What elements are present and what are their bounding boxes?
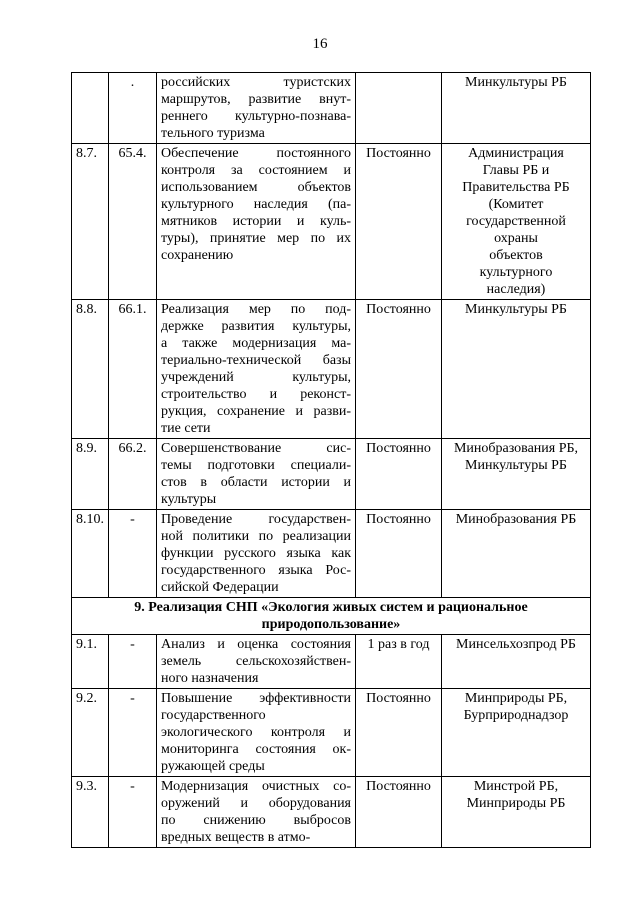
activity-line: а также модернизация ма-: [161, 336, 351, 351]
responsible-cell: [442, 144, 591, 300]
responsible-line: Минобразования РБ: [455, 512, 577, 527]
table-row: [72, 510, 591, 598]
activity-line: контроля за состоянием и: [161, 163, 351, 178]
item-number-cell: [72, 73, 109, 144]
activity-cell: [157, 300, 356, 439]
action-plan-table: [71, 72, 591, 848]
responsible-cell: [442, 635, 591, 689]
responsible-line: охраны: [494, 231, 538, 246]
activity-cell: [157, 510, 356, 598]
activity-line: ной политики по реализации: [161, 529, 351, 544]
activity-cell: [157, 439, 356, 510]
activity-line: туры), принятие мер по их: [161, 231, 351, 246]
item-number-cell: 8.8.: [72, 300, 109, 439]
activity-line: Анализ и оценка состояния: [161, 637, 351, 652]
program-reference-cell: -: [109, 689, 157, 777]
deadline-cell: Постоянно: [356, 144, 442, 300]
activity-line: государственного языка Рос-: [161, 563, 351, 578]
item-number-cell: 9.1.: [72, 635, 109, 689]
deadline-cell: Постоянно: [356, 300, 442, 439]
activity-line: сийской Федерации: [161, 580, 279, 595]
activity-line: териально-технической базы: [161, 353, 351, 368]
deadline-cell: Постоянно: [356, 777, 442, 848]
table-row: [72, 689, 591, 777]
responsible-line: наследия): [486, 282, 546, 297]
item-number-cell: 8.9.: [72, 439, 109, 510]
activity-line: вредных веществ в атмо-: [161, 830, 311, 845]
table-body-section-9: [72, 635, 591, 848]
activity-line: реннего культурно-познава-: [161, 109, 351, 124]
responsible-line: (Комитет: [488, 197, 544, 212]
item-number-cell: 8.10.: [72, 510, 109, 598]
responsible-line: Администрация: [468, 146, 564, 161]
activity-line: российских туристских: [161, 75, 351, 90]
responsible-line: Минприроды РБ,: [464, 691, 568, 706]
activity-line: стов в области истории и: [161, 475, 351, 490]
activity-line: маршрутов, развитие внут-: [161, 92, 351, 107]
table-row: [72, 73, 591, 144]
responsible-line: культурного: [479, 265, 553, 280]
table-row: [72, 144, 591, 300]
activity-line: Обеспечение постоянного: [161, 146, 351, 161]
activity-line: сохранению: [161, 248, 234, 263]
activity-line: Реализация мер по под-: [161, 302, 351, 317]
responsible-line: Минприроды РБ: [466, 796, 566, 811]
section-title-line: 9. Реализация СНП «Экология живых систем и рациональное: [134, 600, 528, 615]
responsible-cell: [442, 300, 591, 439]
responsible-cell: [442, 777, 591, 848]
activity-line: темы подготовки специали-: [161, 458, 351, 473]
activity-line: тие сети: [161, 421, 211, 436]
responsible-cell: [442, 510, 591, 598]
activity-line: использованием объектов: [161, 180, 351, 195]
responsible-line: Минсельхозпрод РБ: [456, 637, 576, 652]
section-title: [72, 598, 591, 635]
activity-line: Модернизация очистных со-: [161, 779, 351, 794]
item-number-cell: 9.3.: [72, 777, 109, 848]
activity-cell: [157, 777, 356, 848]
activity-line: оружений и оборудования: [161, 796, 351, 811]
program-reference-cell: 66.2.: [109, 439, 157, 510]
item-number-cell: 8.7.: [72, 144, 109, 300]
deadline-cell: Постоянно: [356, 689, 442, 777]
section-header-row: [72, 598, 591, 635]
program-reference-cell: 65.4.: [109, 144, 157, 300]
activity-line: мятников истории и куль-: [161, 214, 351, 229]
deadline-cell: [356, 73, 442, 144]
responsible-cell: [442, 73, 591, 144]
activity-line: экологического контроля и: [161, 725, 351, 740]
program-reference-cell: .: [109, 73, 157, 144]
activity-cell: [157, 73, 356, 144]
activity-line: ружающей среды: [161, 759, 265, 774]
table-row: [72, 635, 591, 689]
deadline-cell: Постоянно: [356, 510, 442, 598]
activity-line: Совершенствование сис-: [161, 441, 351, 456]
responsible-line: государственной: [466, 214, 566, 229]
activity-line: учреждений культуры,: [161, 370, 351, 385]
table-row: [72, 777, 591, 848]
activity-line: земель сельскохозяйствен-: [161, 654, 351, 669]
responsible-line: объектов: [489, 248, 543, 263]
activity-cell: [157, 144, 356, 300]
responsible-line: Минстрой РБ,: [473, 779, 559, 794]
table-body-section-8: [72, 73, 591, 598]
responsible-line: Минкультуры РБ: [465, 75, 567, 90]
table-body-section-header: [72, 598, 591, 635]
activity-line: Проведение государствен-: [161, 512, 351, 527]
program-reference-cell: -: [109, 510, 157, 598]
responsible-line: Минобразования РБ,: [453, 441, 579, 456]
responsible-cell: [442, 689, 591, 777]
activity-line: рукция, сохранение и разви-: [161, 404, 351, 419]
responsible-line: Минкультуры РБ: [465, 302, 567, 317]
page-number: 16: [312, 36, 328, 52]
activity-cell: [157, 635, 356, 689]
activity-line: Повышение эффективности: [161, 691, 351, 706]
activity-cell: [157, 689, 356, 777]
activity-line: функции русского языка как: [161, 546, 351, 561]
activity-line: тельного туризма: [161, 126, 265, 141]
section-title-line: природопользование»: [261, 617, 401, 632]
deadline-cell: Постоянно: [356, 439, 442, 510]
activity-line: держке развития культуры,: [161, 319, 351, 334]
program-reference-cell: -: [109, 635, 157, 689]
program-reference-cell: 66.1.: [109, 300, 157, 439]
item-number-cell: 9.2.: [72, 689, 109, 777]
responsible-line: Главы РБ и: [482, 163, 550, 178]
activity-line: мониторинга состояния ок-: [161, 742, 351, 757]
responsible-line: Бурприроднадзор: [463, 708, 569, 723]
activity-line: строительство и реконст-: [161, 387, 351, 402]
table-row: [72, 439, 591, 510]
program-reference-cell: -: [109, 777, 157, 848]
activity-line: ного назначения: [161, 671, 259, 686]
responsible-line: Минкультуры РБ: [465, 458, 567, 473]
activity-line: по снижению выбросов: [161, 813, 351, 828]
activity-line: государственного: [161, 708, 266, 723]
responsible-line: Правительства РБ: [462, 180, 570, 195]
activity-line: культуры: [161, 492, 217, 507]
responsible-cell: [442, 439, 591, 510]
table-row: [72, 300, 591, 439]
activity-line: культурного наследия (па-: [161, 197, 351, 212]
deadline-cell: 1 раз в год: [356, 635, 442, 689]
